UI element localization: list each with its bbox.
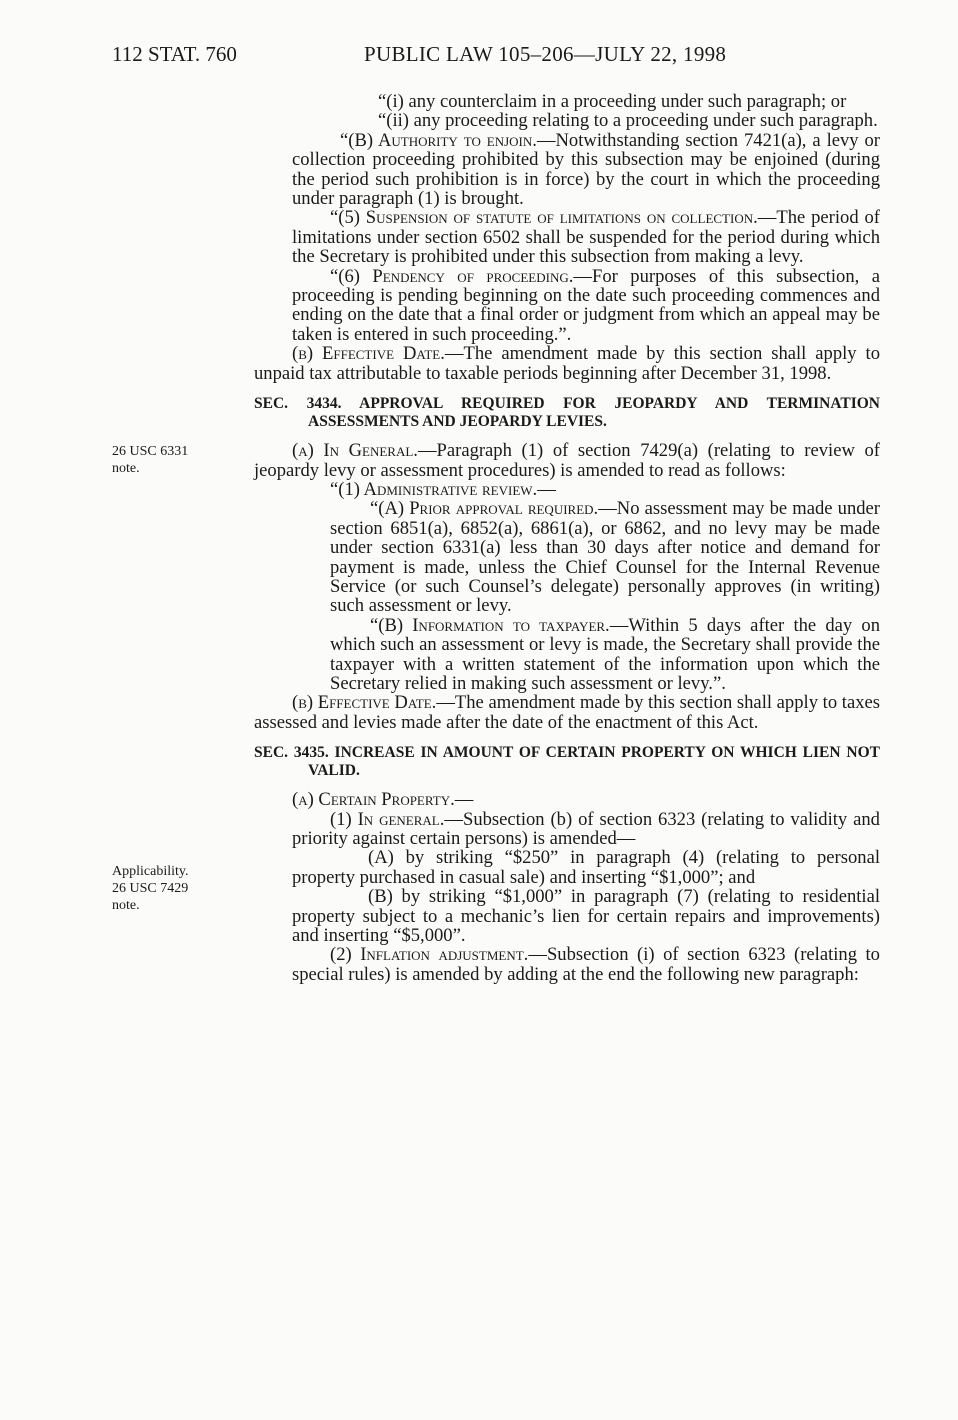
para-5-suspension: [292, 208, 880, 266]
paragraph-text: —The amendment made by this section shall apply to unpaid tax attributable to taxable periods beginning after December 31, 1998.: [254, 343, 880, 384]
information-to-taxpayer: [330, 616, 880, 694]
inflation-adjustment: [292, 945, 880, 984]
paragraph-text: —: [454, 789, 474, 811]
margin-note-line: 26 USC 6331: [112, 444, 189, 459]
paragraph-text: —The amendment made by this section shall apply to taxes assessed and levies made after the date of the enactment of this Act.: [254, 692, 880, 733]
paragraph-text: —No assessment may be made under section 6851(a), 6852(a), 6861(a), or 6862, and no levy may be made under section 6331(a) less than 30 days after notice and demand for payment is made, unless the Chief Counsel for the Internal Revenue Service (or such Counsel’s delegate) personally approves (in writing) such assessment or levy.: [330, 498, 880, 617]
law-title: PUBLIC LAW 105–206—JULY 22, 1998: [364, 42, 727, 66]
paragraph-text: —Notwithstanding section 7421(a), a levy or collection proceeding prohibited by this subsection may be enjoined (during the period such prohibition is in force) by the court in which the proceeding under paragraph (1) is brought.: [292, 129, 880, 210]
stat-citation: 112 STAT. 760: [112, 42, 237, 66]
clause-b-striking: (B) by striking “$1,000” in paragraph (7) (relating to residential property subject to a mechanic’s lien for certain repairs and improvements) and inserting “$5,000”.: [292, 886, 880, 947]
heading-lead: (b) Effective Date.: [292, 343, 445, 365]
paragraph-text: —For purposes of this subsection, a proceeding is pending beginning on the date such proceeding commences and ending on the date that a final order or judgment from which an appeal may be taken is entered in such proceeding.”.: [292, 265, 880, 345]
margin-note-line: note.: [112, 461, 140, 476]
subpara-b-authority: [292, 131, 880, 209]
prior-approval: [330, 499, 880, 615]
paragraph-text: —Subsection (i) of section 6323 (relating to special rules) is amended by adding at the end the following new paragraph:: [292, 944, 880, 985]
heading-lead: “(5) Suspension of statute of limitations on collection.: [330, 207, 758, 229]
margin-note-line: note.: [112, 898, 140, 913]
para-6-pendency: [292, 267, 880, 345]
effective-date-1: [254, 344, 880, 383]
page-header: [112, 42, 892, 72]
effective-date-2: [254, 693, 880, 732]
in-general-1: [292, 810, 880, 849]
heading-lead: (b) Effective Date.: [292, 692, 437, 714]
heading-lead: (a) Certain Property.: [292, 789, 455, 811]
heading-lead: “(B) Authority to enjoin.: [340, 129, 537, 151]
heading-lead: “(6) Pendency of proceeding.: [330, 265, 574, 287]
clause-i: “(i) any counterclaim in a proceeding under such paragraph; or: [378, 91, 847, 112]
heading-lead: “(1) Administrative review.: [330, 478, 538, 500]
section-3435-heading: SEC. 3435. INCREASE IN AMOUNT OF CERTAIN PROPERTY ON WHICH LIEN NOT VALID.: [254, 744, 880, 780]
heading-lead: (a) In General.: [292, 440, 418, 462]
margin-note-usc-6331: [112, 443, 232, 477]
clause-a-striking: (A) by striking “$250” in paragraph (4) (relating to personal property purchased in casual sale) and inserting “$1,000”; and: [292, 847, 880, 888]
body-text: [254, 92, 880, 984]
heading-lead: (2) Inflation adjustment.: [330, 944, 529, 966]
certain-property: [254, 790, 880, 809]
paragraph-text: —Within 5 days after the day on which such an assessment or levy is made, the Secretary shall provide the taxpayer with a written statement of the information upon which the Secretary relied in making such assessment or levy.”.: [330, 614, 880, 694]
heading-lead: (1) In general.: [330, 808, 445, 830]
margin-note-line: Applicability.: [112, 864, 189, 879]
clause-ii: “(ii) any proceeding relating to a proceeding under such paragraph.: [378, 110, 878, 132]
paragraph-text: —: [537, 478, 556, 500]
sec3434-in-general: [254, 441, 880, 480]
paragraph-text: —Paragraph (1) of section 7429(a) (relating to review of jeopardy levy or assessment procedures) is amended to read as follows:: [254, 440, 880, 481]
heading-lead: “(A) Prior approval required.: [370, 498, 599, 520]
paragraph-text: —The period of limitations under section 6502 shall be suspended for the period during which the Secretary is prohibited under this subsection from making a levy.: [292, 207, 880, 268]
paragraph-text: —Subsection (b) of section 6323 (relating to validity and priority against certain persons) is amended—: [292, 808, 880, 849]
margin-note-applicability: [112, 863, 232, 914]
administrative-review: [254, 480, 880, 499]
heading-lead: “(B) Information to taxpayer.: [370, 614, 610, 636]
section-3434-heading: SEC. 3434. APPROVAL REQUIRED FOR JEOPARDY AND TERMINATION ASSESSMENTS AND JEOPARDY LEVIES.: [254, 395, 880, 431]
margin-note-line: 26 USC 7429: [112, 881, 189, 896]
